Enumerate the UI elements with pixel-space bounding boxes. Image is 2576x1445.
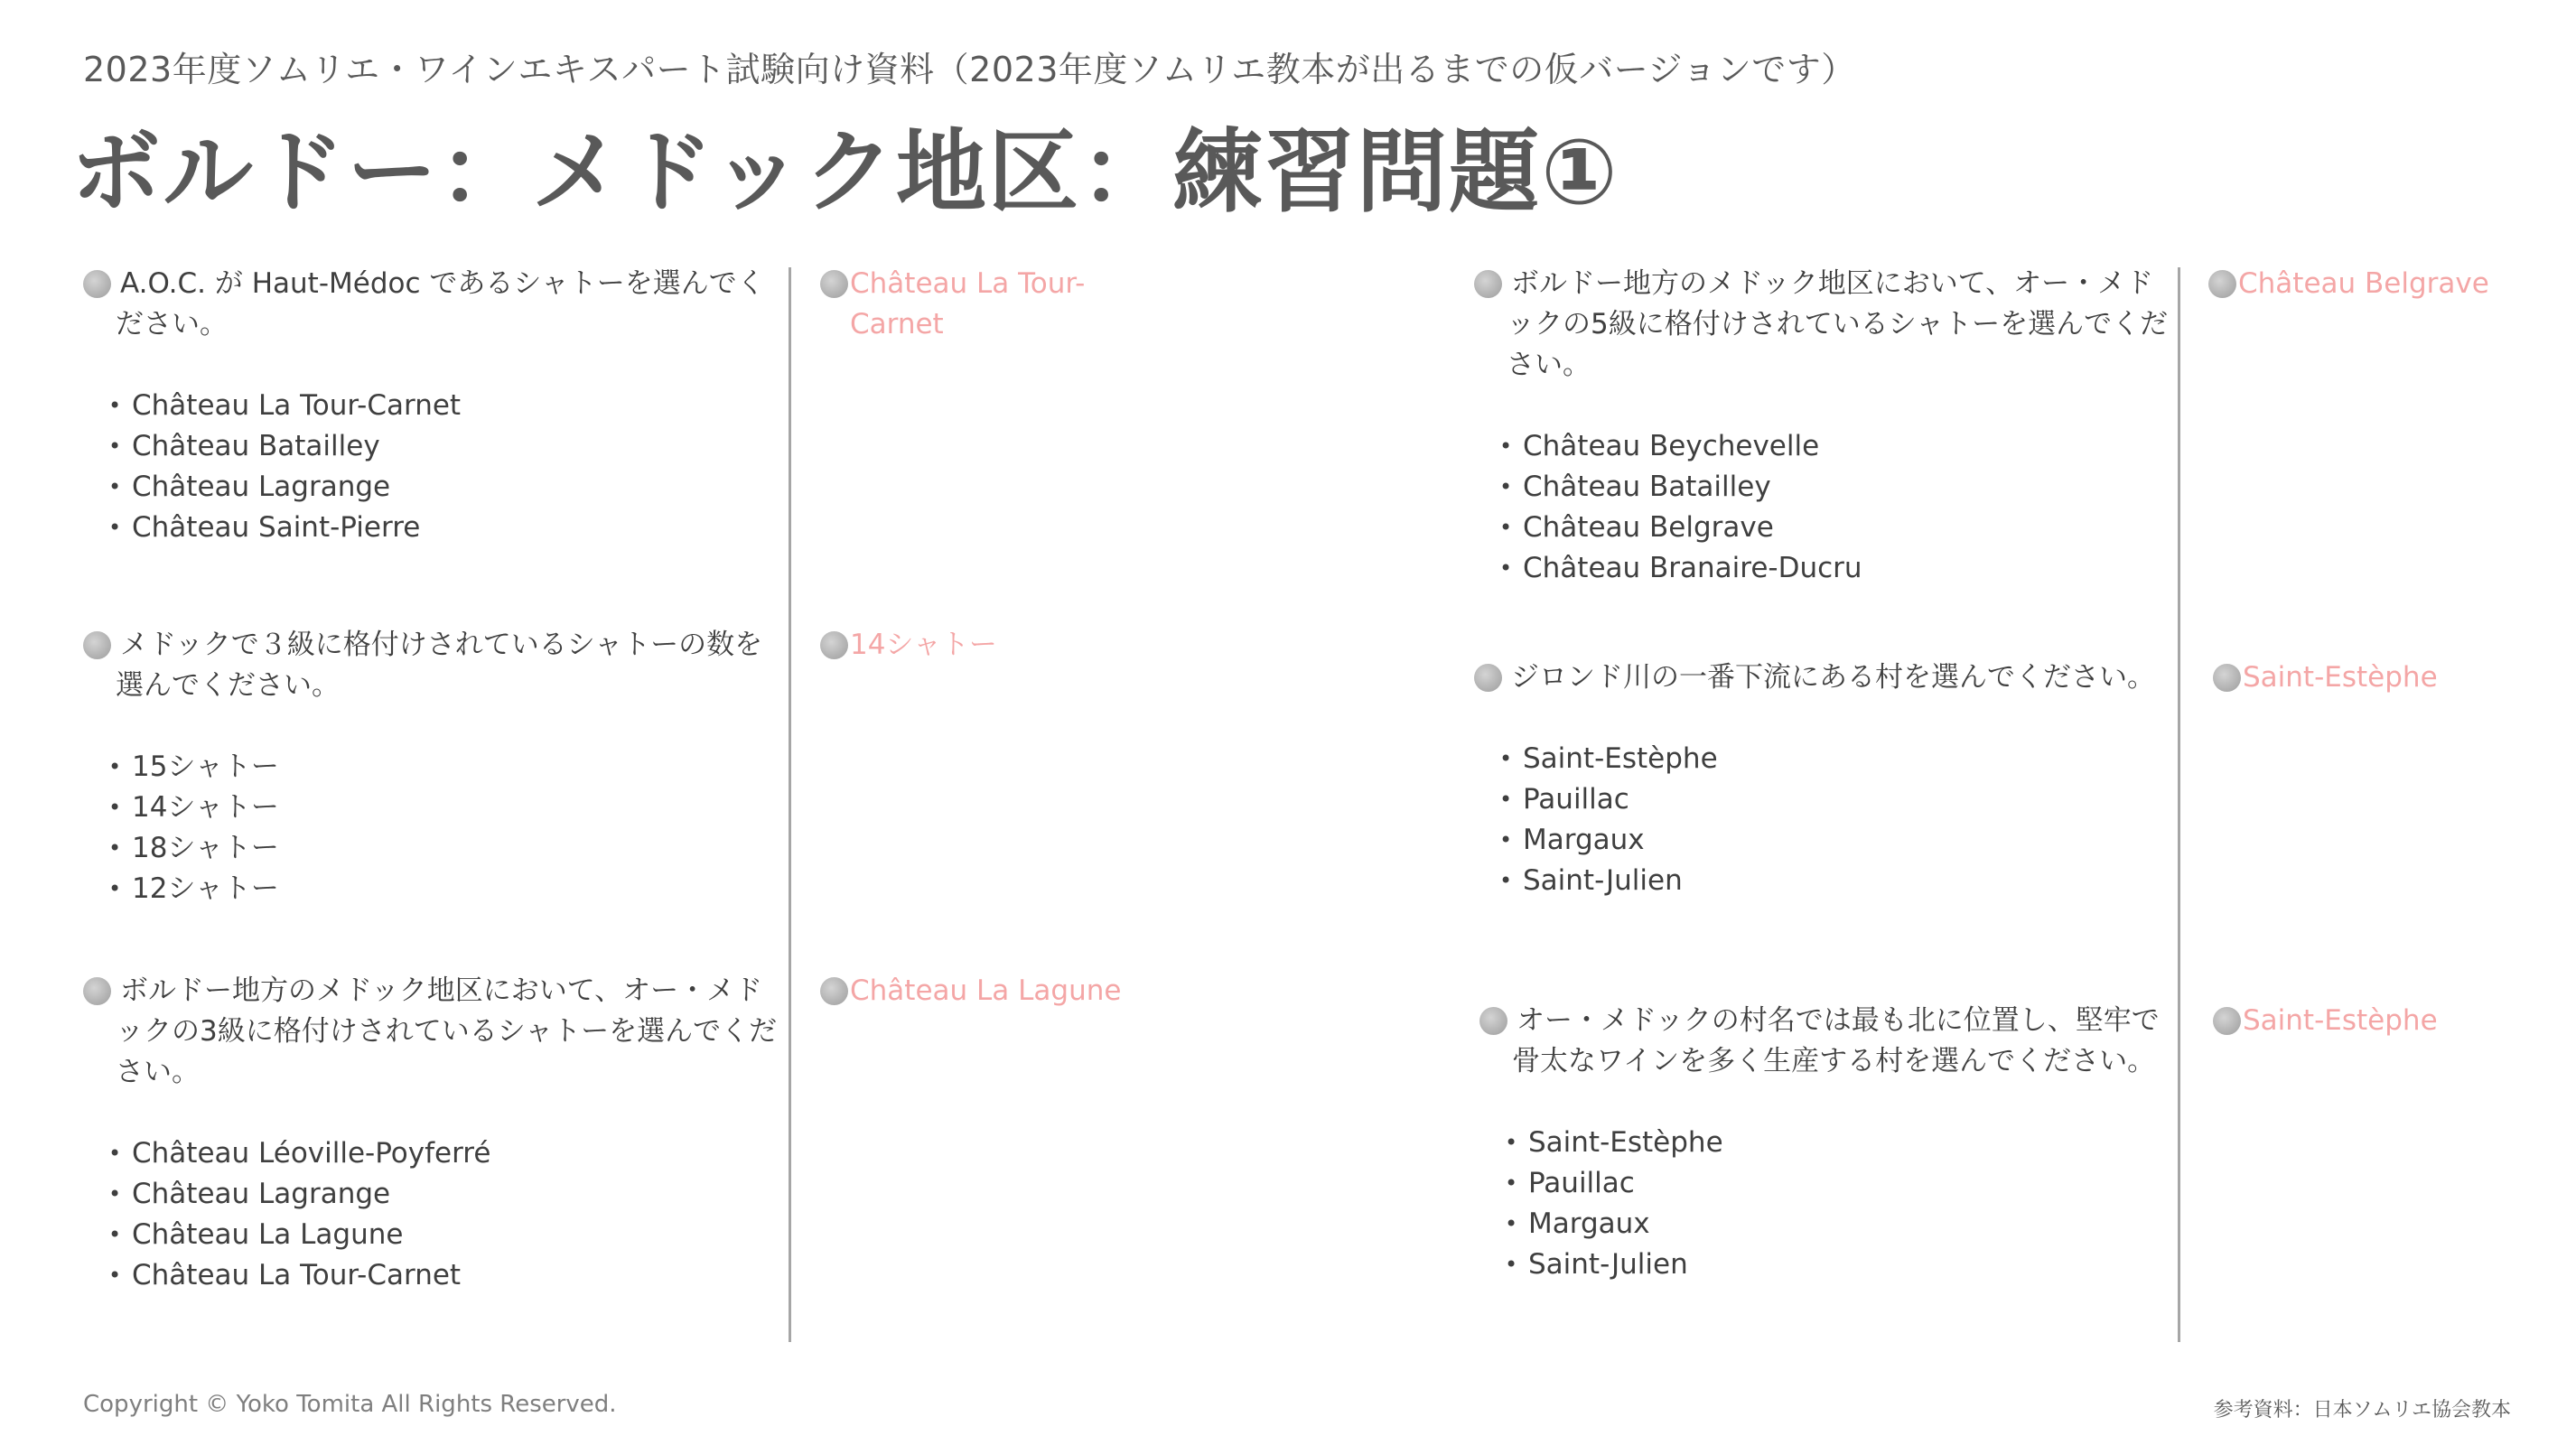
option-item: • Château Beychevelle — [1499, 426, 2170, 467]
answer-bullet-icon — [820, 977, 848, 1005]
answer-text: Château Belgrave — [2238, 267, 2489, 300]
option-item: • 12シャトー — [108, 869, 779, 909]
option-item: • Pauillac — [1505, 1163, 2175, 1204]
question-bullet-icon — [1474, 664, 1502, 692]
option-item: • Saint-Estèphe — [1499, 739, 2170, 779]
option-item: • Château Lagrange — [108, 467, 779, 508]
answer-block — [2208, 264, 2552, 304]
question-bullet-icon — [83, 977, 111, 1005]
question-text: オー・メドックの村名では最も北に位置し、堅牢で骨太なワインを多く生産する村を選んでください。 — [1512, 1004, 2160, 1077]
answer-text: Château La Tour-Carnet — [850, 267, 1086, 340]
answer-bullet-icon — [820, 270, 848, 298]
answer-bullet-icon — [2213, 1007, 2241, 1035]
option-item: • Saint-Estèphe — [1505, 1123, 2175, 1163]
slide-title: ボルドー：メドック地区：練習問題① — [70, 119, 1619, 225]
question-bullet-icon — [1474, 270, 1502, 298]
option-item: • Château La Tour-Carnet — [108, 386, 779, 426]
option-item: • Château La Tour-Carnet — [108, 1255, 779, 1296]
slide-subtitle: 2023年度ソムリエ・ワインエキスパート試験向け資料（2023年度ソムリエ教本が出るまでの仮バージョンです） — [83, 50, 1856, 89]
question-bullet-icon — [83, 631, 111, 659]
question-text: A.O.C. が Haut-Médoc であるシャトーを選んでください。 — [116, 267, 765, 340]
question-text: ボルドー地方のメドック地区において、オー・メドックの3級に格付けされているシャトーを選んでください。 — [116, 974, 778, 1088]
reference-text: 参考資料：日本ソムリエ協会教本 — [2213, 1399, 2511, 1422]
copyright-text: Copyright © Yoko Tomita All Rights Reserved. — [83, 1391, 617, 1418]
question-block — [83, 264, 779, 548]
option-list — [83, 1133, 779, 1296]
question-block — [83, 625, 779, 909]
option-list — [1474, 739, 2170, 901]
column-divider-right — [2178, 267, 2180, 1342]
option-item: • Château Léoville-Poyferré — [108, 1133, 779, 1174]
question-text: ジロンド川の一番下流にある村を選んでください。 — [1511, 661, 2155, 694]
option-item: • Margaux — [1505, 1204, 2175, 1245]
option-item: • Margaux — [1499, 820, 2170, 861]
answer-block — [2213, 1001, 2556, 1041]
answer-text: Château La Lagune — [850, 974, 1122, 1007]
option-list — [1479, 1123, 2175, 1285]
option-item: • 15シャトー — [108, 747, 779, 788]
question-bullet-icon — [1479, 1007, 1507, 1035]
option-item: • Pauillac — [1499, 779, 2170, 820]
question-block — [83, 971, 779, 1296]
option-item: • Château Belgrave — [1499, 508, 2170, 548]
question-block — [1479, 1001, 2175, 1285]
option-list — [83, 747, 779, 909]
option-item: • Château Batailley — [1499, 467, 2170, 508]
question-text: メドックで３級に格付けされているシャトーの数を選んでください。 — [116, 629, 763, 702]
option-item: • Château La Lagune — [108, 1215, 779, 1255]
column-divider-left — [789, 267, 791, 1342]
option-item: • Château Saint-Pierre — [108, 508, 779, 548]
answer-text: Saint-Estèphe — [2243, 661, 2438, 694]
answer-bullet-icon — [820, 631, 848, 659]
answer-bullet-icon — [2208, 270, 2236, 298]
answer-block — [2213, 657, 2556, 698]
question-bullet-icon — [83, 270, 111, 298]
option-list — [83, 386, 779, 548]
question-block — [1474, 264, 2170, 589]
question-text: ボルドー地方のメドック地区において、オー・メドックの5級に格付けされているシャトーを選んでください。 — [1507, 267, 2169, 381]
option-item: • 18シャトー — [108, 828, 779, 869]
option-item: • Saint-Julien — [1499, 861, 2170, 901]
option-item: • Château Lagrange — [108, 1174, 779, 1215]
option-item: • 14シャトー — [108, 788, 779, 828]
question-block — [1474, 657, 2170, 901]
answer-block — [820, 971, 1362, 1012]
option-list — [1474, 426, 2170, 589]
answer-text: 14シャトー — [850, 629, 997, 661]
answer-text: Saint-Estèphe — [2243, 1004, 2438, 1037]
option-item: • Saint-Julien — [1505, 1245, 2175, 1285]
option-item: • Château Batailley — [108, 426, 779, 467]
option-item: • Château Branaire-Ducru — [1499, 548, 2170, 589]
answer-block — [820, 625, 1272, 666]
answer-bullet-icon — [2213, 664, 2241, 692]
answer-block — [820, 264, 1091, 345]
